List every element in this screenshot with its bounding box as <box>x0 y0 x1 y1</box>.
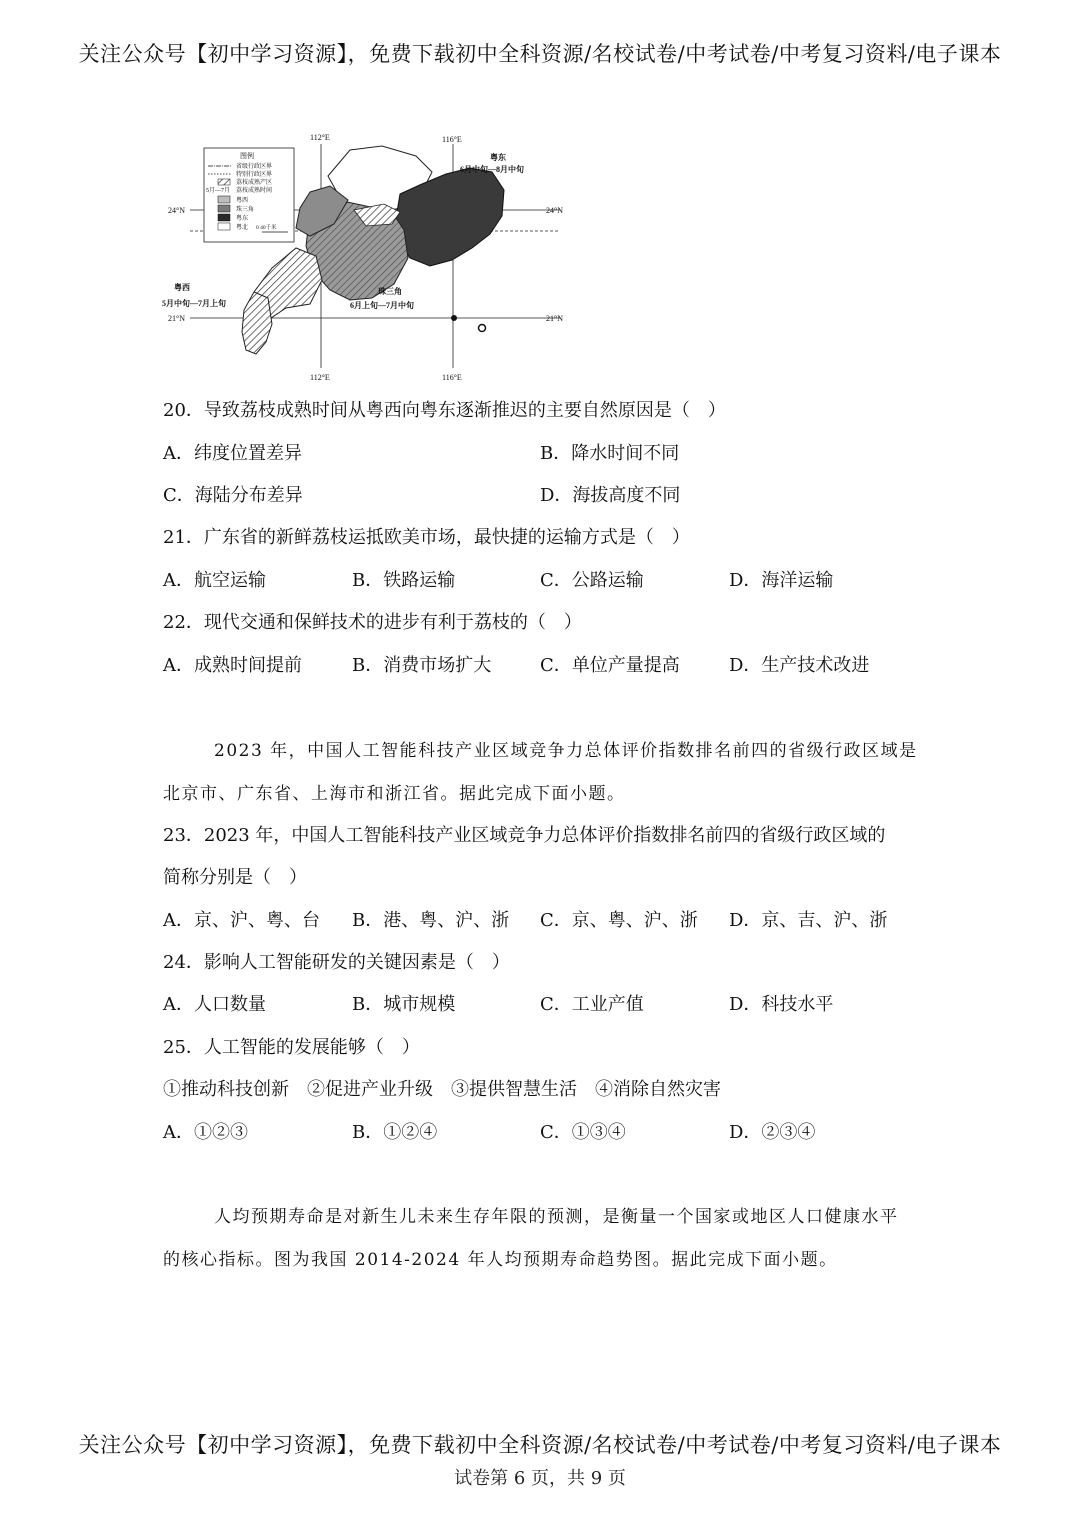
question-25-option-a: A．①②③ <box>163 1122 248 1143</box>
question-25-statements: ①推动科技创新 ②促进产业升级 ③提供智慧生活 ④消除自然灾害 <box>163 1079 721 1100</box>
question-20-option-a: A．纬度位置差异 <box>163 443 302 464</box>
question-24-option-a: A．人口数量 <box>163 994 266 1015</box>
question-20-stem: 20．导致荔枝成熟时间从粤西向粤东逐渐推迟的主要自然原因是（ ） <box>163 400 726 421</box>
lychee-ripening-map <box>160 128 580 384</box>
question-20-option-c: C．海陆分布差异 <box>163 485 303 506</box>
question-23-option-c: C．京、粤、沪、浙 <box>540 910 698 931</box>
question-21-option-d: D．海洋运输 <box>729 570 834 591</box>
lon-label-112-bottom: 112°E <box>310 373 330 382</box>
question-23-stem-line-2: 简称分别是（ ） <box>163 867 307 888</box>
legend-item-sar-border: 特别行政区界 <box>236 172 273 178</box>
region-prd-name: 珠三角 <box>378 287 402 296</box>
question-20-option-b: B．降水时间不同 <box>540 443 680 464</box>
lat-label-24-right: 24°N <box>546 206 563 215</box>
region-east-name: 粤东 <box>490 153 506 162</box>
question-25-stem: 25．人工智能的发展能够（ ） <box>163 1037 420 1058</box>
passage-ai-line-1: 2023 年，中国人工智能科技产业区域竞争力总体评价指数排名前四的省级行政区域是 <box>214 741 918 761</box>
lon-label-116-bottom: 116°E <box>442 373 462 382</box>
legend-item-prd: 珠三角 <box>236 207 255 213</box>
legend-item-west: 粤西 <box>236 198 249 204</box>
question-21-option-a: A．航空运输 <box>163 570 266 591</box>
passage-life-expectancy-line-1: 人均预期寿命是对新生儿未来生存年限的预测，是衡量一个国家或地区人口健康水平 <box>214 1207 899 1227</box>
question-23-option-a: A．京、沪、粤、台 <box>163 910 320 931</box>
passage-life-expectancy-line-2: 的核心指标。图为我国 2014-2024 年人均预期寿命趋势图。据此完成下面小题。 <box>163 1250 838 1270</box>
question-20-option-d: D．海拔高度不同 <box>540 485 681 506</box>
lat-label-24-left: 24°N <box>168 206 185 215</box>
question-21-option-b: B．铁路运输 <box>352 570 456 591</box>
passage-ai-line-2: 北京市、广东省、上海市和浙江省。据此完成下面小题。 <box>163 784 626 804</box>
legend-item-producing-area: 荔枝成熟产区 <box>236 180 273 186</box>
lon-label-112-top: 112°E <box>310 133 330 142</box>
footer-banner: 关注公众号【初中学习资源】，免费下载初中全科资源/名校试卷/中考试卷/中考复习资料/电子课本 <box>78 1433 1002 1457</box>
legend-item-provincial-border: 省级行政区界 <box>236 164 273 170</box>
legend-item-east: 粤东 <box>236 216 249 222</box>
header-banner: 关注公众号【初中学习资源】，免费下载初中全科资源/名校试卷/中考试卷/中考复习资料/电子课本 <box>78 42 1002 66</box>
lat-label-21-left: 21°N <box>168 314 185 323</box>
question-22-option-d: D．生产技术改进 <box>729 655 870 676</box>
question-22-stem: 22．现代交通和保鲜技术的进步有利于荔枝的（ ） <box>163 612 582 633</box>
question-22-option-c: C．单位产量提高 <box>540 655 680 676</box>
region-west-name: 粤西 <box>174 283 190 292</box>
question-21-option-c: C．公路运输 <box>540 570 644 591</box>
legend-item-north: 粤北 <box>236 225 249 231</box>
region-prd-period: 6月上旬—7月中旬 <box>350 301 414 310</box>
question-23-option-d: D．京、吉、沪、浙 <box>729 910 888 931</box>
question-23-stem-line-1: 23．2023 年，中国人工智能科技产业区域竞争力总体评价指数排名前四的省级行政区域的 <box>163 825 886 846</box>
question-25-option-b: B．①②④ <box>352 1122 438 1143</box>
question-22-option-b: B．消费市场扩大 <box>352 655 492 676</box>
lon-label-116-top: 116°E <box>442 135 462 144</box>
page-number: 试卷第 6 页，共 9 页 <box>454 1468 626 1489</box>
question-24-option-b: B．城市规模 <box>352 994 456 1015</box>
question-24-option-d: D．科技水平 <box>729 994 834 1015</box>
question-24-stem: 24．影响人工智能研发的关键因素是（ ） <box>163 952 510 973</box>
question-23-option-b: B．港、粤、沪、浙 <box>352 910 510 931</box>
question-21-stem: 21．广东省的新鲜荔枝运抵欧美市场，最快捷的运输方式是（ ） <box>163 527 690 548</box>
question-22-option-a: A．成熟时间提前 <box>163 655 302 676</box>
region-west-period: 5月中旬—7月上旬 <box>162 299 226 308</box>
legend-scale: 0 40千米 <box>256 225 277 231</box>
region-east-period: 6月中旬—8月中旬 <box>460 165 524 174</box>
question-25-option-d: D．②③④ <box>729 1122 816 1143</box>
lat-label-21-right: 21°N <box>546 314 563 323</box>
legend-period: 5月—7月 <box>206 188 231 194</box>
question-25-option-c: C．①③④ <box>540 1122 626 1143</box>
legend-title: 图例 <box>240 152 254 160</box>
question-24-option-c: C．工业产值 <box>540 994 644 1015</box>
legend-item-ripening-time: 荔枝成熟时间 <box>236 188 273 194</box>
